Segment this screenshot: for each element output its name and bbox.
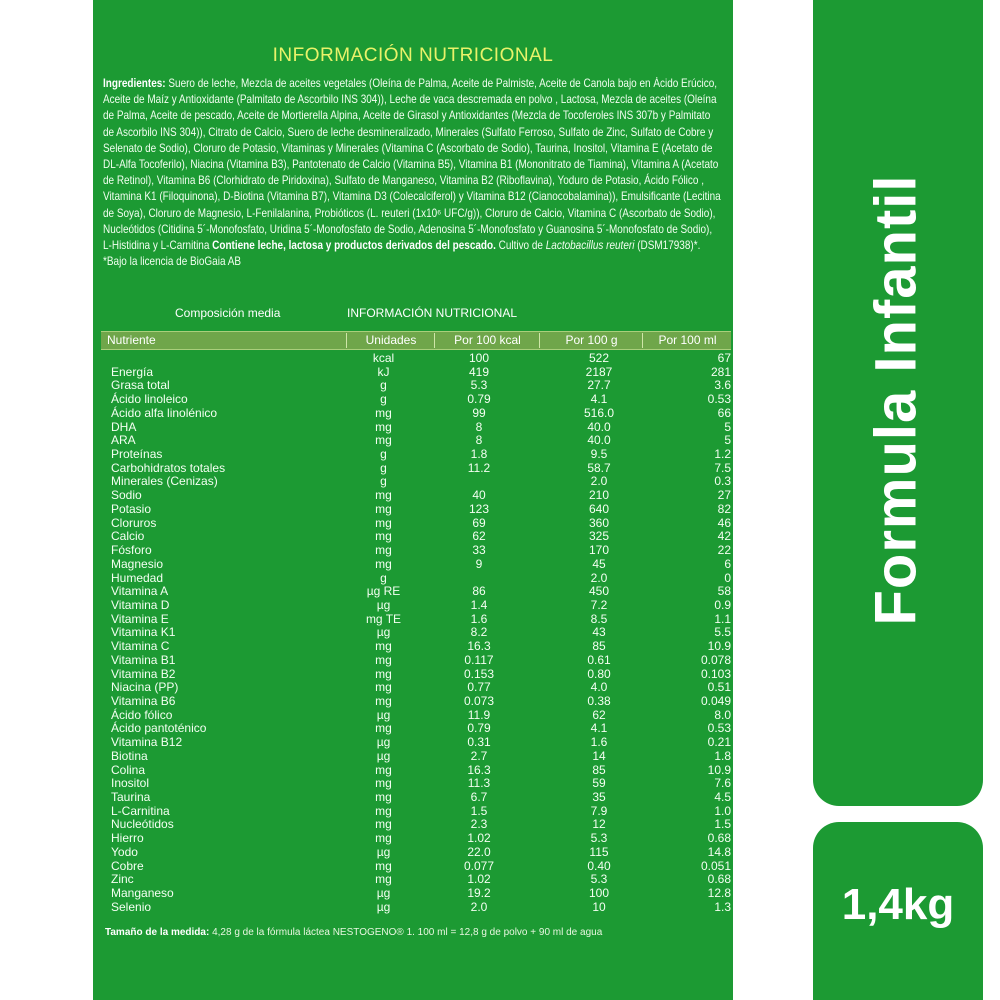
nutrient-unit: mg <box>375 721 392 736</box>
nutrient-unit: mg <box>375 652 392 667</box>
nutrient-unit: g <box>380 392 387 407</box>
value-per-100kcal: 9 <box>475 556 483 571</box>
value-per-100g: 45 <box>592 556 606 571</box>
table-row <box>101 764 731 778</box>
table-row <box>101 475 731 489</box>
nutrient-name: Manganeso <box>111 886 174 901</box>
value-per-100ml: 58 <box>717 584 731 599</box>
table-row <box>101 860 731 874</box>
table-row <box>101 681 731 695</box>
table-row <box>101 805 731 819</box>
header-per-100g: Por 100 g <box>539 333 643 348</box>
nutrition-table-body <box>101 352 731 914</box>
value-per-100kcal: 40 <box>472 488 486 503</box>
value-per-100ml: 3.6 <box>714 378 731 393</box>
table-row <box>101 613 731 627</box>
nutrient-unit: g <box>380 378 387 393</box>
table-row <box>101 585 731 599</box>
value-per-100ml: 1.0 <box>714 803 731 818</box>
value-per-100g: 4.0 <box>590 680 608 695</box>
value-per-100kcal: 2.3 <box>470 817 488 832</box>
nutrient-name: ARA <box>111 433 136 448</box>
nutrient-unit: mg <box>375 762 392 777</box>
nutrient-unit: g <box>380 447 387 462</box>
nutrient-name: Cloruros <box>111 515 157 530</box>
allergen-warning: Contiene leche, lactosa y productos derivados del pescado. <box>212 239 496 253</box>
product-type-title: Formula Infantil <box>863 174 929 626</box>
value-per-100g: 360 <box>588 515 610 530</box>
nutrient-unit: µg <box>376 748 391 763</box>
value-per-100kcal: 69 <box>472 515 486 530</box>
nutrient-name: Vitamina D <box>111 597 170 612</box>
value-per-100ml: 5.5 <box>714 625 731 640</box>
nutrient-name: Vitamina B1 <box>111 652 176 667</box>
nutrient-name: Vitamina E <box>111 611 169 626</box>
value-per-100kcal: 6.7 <box>470 790 488 804</box>
nutrient-unit: mg <box>375 556 392 571</box>
table-row <box>101 544 731 558</box>
nutrient-unit: µg <box>376 886 391 901</box>
info-label: INFORMACIÓN NUTRICIONAL <box>347 306 518 320</box>
nutrient-name: Minerales (Cenizas) <box>111 474 218 489</box>
value-per-100kcal: 5.3 <box>470 378 488 393</box>
value-per-100g: 35 <box>592 790 606 804</box>
value-per-100kcal: 1.5 <box>470 803 488 818</box>
table-row <box>101 599 731 613</box>
nutrient-unit: mg <box>375 790 392 804</box>
nutrient-unit: mg <box>375 433 392 448</box>
value-per-100kcal: 123 <box>468 501 490 516</box>
nutrient-name: Vitamina A <box>111 584 169 599</box>
nutrient-name: Inositol <box>111 776 150 791</box>
value-per-100kcal: 99 <box>472 405 486 420</box>
table-row <box>101 736 731 750</box>
nutrition-panel <box>93 0 733 1000</box>
value-per-100ml: 0.051 <box>700 858 731 873</box>
value-per-100ml: 22 <box>717 543 731 558</box>
nutrient-unit: kcal <box>372 351 395 365</box>
value-per-100g: 210 <box>588 488 610 503</box>
nutrient-name: Energía <box>111 364 154 379</box>
header-per-100ml: Por 100 ml <box>642 333 732 348</box>
value-per-100ml: 67 <box>717 351 731 365</box>
table-row <box>101 503 731 517</box>
value-per-100g: 62 <box>592 707 606 722</box>
table-row <box>101 846 731 860</box>
table-row <box>101 379 731 393</box>
value-per-100kcal: 0.077 <box>463 858 495 873</box>
value-per-100ml: 0.21 <box>707 735 731 750</box>
nutrient-name: Taurina <box>111 790 151 804</box>
value-per-100kcal: 2.0 <box>470 899 488 914</box>
license-text: (DSM17938)*. *Bajo la licencia de BioGaia AB <box>103 239 701 269</box>
table-row <box>101 434 731 448</box>
value-per-100ml: 82 <box>717 501 731 516</box>
nutrient-name: Ácido linoleico <box>111 392 188 407</box>
nutrient-name: Selenio <box>111 899 152 914</box>
nutrient-unit: µg RE <box>366 584 401 599</box>
serving-size-note <box>105 927 602 938</box>
header-nutriente: Nutriente <box>107 333 156 347</box>
table-row <box>101 654 731 668</box>
value-per-100g: 7.9 <box>590 803 608 818</box>
table-row <box>101 887 731 901</box>
nutrient-unit: kJ <box>377 364 390 379</box>
value-per-100kcal: 19.2 <box>467 886 491 901</box>
value-per-100g: 85 <box>592 762 606 777</box>
value-per-100g: 12 <box>592 817 606 832</box>
value-per-100ml: 10.9 <box>707 762 731 777</box>
nutrient-unit: mg <box>375 488 392 503</box>
nutrient-unit: mg <box>375 831 392 846</box>
value-per-100g: 40.0 <box>587 419 611 434</box>
value-per-100ml: 7.6 <box>714 776 731 791</box>
nutrient-unit: µg <box>376 625 391 640</box>
value-per-100ml: 281 <box>710 364 731 379</box>
nutrient-unit: g <box>380 570 387 585</box>
nutrient-unit: mg <box>375 529 392 544</box>
nutrient-unit: µg <box>376 707 391 722</box>
value-per-100ml: 0.68 <box>707 831 731 846</box>
value-per-100kcal: 8.2 <box>470 625 488 640</box>
value-per-100g: 9.5 <box>590 447 608 462</box>
nutrient-unit: g <box>380 474 387 489</box>
composition-label: Composición media <box>175 306 281 320</box>
value-per-100g: 0.38 <box>587 693 611 708</box>
value-per-100kcal: 1.6 <box>470 611 488 626</box>
nutrient-name: Niacina (PP) <box>111 680 179 695</box>
value-per-100ml: 5 <box>724 419 731 434</box>
value-per-100g: 1.6 <box>590 735 608 750</box>
value-per-100g: 100 <box>588 886 610 901</box>
nutrient-unit: mg <box>375 817 392 832</box>
value-per-100ml: 5 <box>724 433 731 448</box>
table-row <box>101 640 731 654</box>
value-per-100ml: 1.3 <box>714 899 731 914</box>
serving-size-text: 4,28 g de la fórmula láctea NESTOGENO® 1. 100 ml = 12,8 g de polvo + 90 ml de agua <box>209 927 603 938</box>
culture-name: Lactobacillus reuteri <box>545 239 635 253</box>
value-per-100kcal: 33 <box>472 543 486 558</box>
value-per-100g: 2187 <box>585 364 613 379</box>
nutrient-unit: mg <box>375 543 392 558</box>
value-per-100ml: 0.53 <box>707 392 731 407</box>
value-per-100ml: 1.5 <box>714 817 731 832</box>
table-row <box>101 832 731 846</box>
nutrient-name: Vitamina C <box>111 639 170 654</box>
value-per-100ml: 0.51 <box>707 680 731 695</box>
nutrient-name: Proteínas <box>111 447 163 462</box>
value-per-100ml: 1.1 <box>714 611 731 626</box>
table-row <box>101 777 731 791</box>
value-per-100ml: 8.0 <box>714 707 731 722</box>
value-per-100kcal: 0.79 <box>467 392 491 407</box>
nutrient-name: Sodio <box>111 488 142 503</box>
value-per-100g: 85 <box>592 639 606 654</box>
nutrient-name: Ácido alfa linolénico <box>111 405 218 420</box>
value-per-100g: 516.0 <box>583 405 615 420</box>
value-per-100ml: 0.68 <box>707 872 731 887</box>
nutrient-unit: mg <box>375 515 392 530</box>
value-per-100kcal: 1.02 <box>467 831 491 846</box>
value-per-100kcal: 100 <box>468 351 490 365</box>
table-row <box>101 530 731 544</box>
value-per-100g: 522 <box>588 351 610 365</box>
value-per-100kcal: 62 <box>472 529 486 544</box>
value-per-100g: 4.1 <box>590 721 608 736</box>
value-per-100g: 8.5 <box>590 611 608 626</box>
table-row <box>101 791 731 805</box>
value-per-100kcal: 22.0 <box>467 844 491 859</box>
nutrient-unit: mg <box>375 858 392 873</box>
nutrient-unit: mg <box>375 419 392 434</box>
value-per-100kcal: 8 <box>475 419 483 434</box>
product-weight: 1,4kg <box>841 880 955 929</box>
nutrient-unit: mg <box>375 405 392 420</box>
nutrient-unit: mg TE <box>365 611 402 626</box>
value-per-100g: 0.80 <box>587 666 611 681</box>
table-row <box>101 462 731 476</box>
nutrient-name: Calcio <box>111 529 145 544</box>
value-per-100ml: 1.2 <box>714 447 731 462</box>
value-per-100ml: 4.5 <box>714 790 731 804</box>
value-per-100ml: 14.8 <box>707 844 731 859</box>
value-per-100ml: 0 <box>724 570 731 585</box>
nutrient-name: Grasa total <box>111 378 170 393</box>
table-header <box>101 331 731 350</box>
value-per-100ml: 46 <box>717 515 731 530</box>
table-row <box>101 448 731 462</box>
value-per-100ml: 6 <box>724 556 731 571</box>
header-unidades: Unidades <box>346 333 435 348</box>
nutrient-unit: µg <box>376 899 391 914</box>
value-per-100g: 0.61 <box>587 652 611 667</box>
value-per-100g: 0.40 <box>587 858 611 873</box>
value-per-100kcal: 419 <box>468 364 490 379</box>
value-per-100ml: 12.8 <box>707 886 731 901</box>
table-row <box>101 722 731 736</box>
table-row <box>101 558 731 572</box>
table-row <box>101 352 731 366</box>
nutrient-name: Ácido pantoténico <box>111 721 207 736</box>
value-per-100ml: 27 <box>717 488 731 503</box>
value-per-100kcal: 0.31 <box>467 735 491 750</box>
value-per-100g: 2.0 <box>590 570 608 585</box>
nutrient-name: Hierro <box>111 831 144 846</box>
value-per-100ml: 66 <box>717 405 731 420</box>
value-per-100ml: 0.9 <box>714 597 731 612</box>
nutrient-name: Zinc <box>111 872 134 887</box>
nutrient-name: L-Carnitina <box>111 803 170 818</box>
nutrient-name: Cobre <box>111 858 144 873</box>
nutrient-unit: µg <box>376 844 391 859</box>
ingredients-text <box>103 76 722 270</box>
table-row <box>101 818 731 832</box>
nutrient-name: Colina <box>111 762 146 777</box>
value-per-100g: 10 <box>592 899 606 914</box>
value-per-100g: 2.0 <box>590 474 608 489</box>
table-row <box>101 873 731 887</box>
table-row <box>101 750 731 764</box>
value-per-100g: 27.7 <box>587 378 611 393</box>
value-per-100ml: 1.8 <box>714 748 731 763</box>
culture-text: Cultivo de <box>495 239 546 253</box>
nutrient-unit: mg <box>375 639 392 654</box>
value-per-100kcal: 16.3 <box>467 639 491 654</box>
serving-size-label: Tamaño de la medida: <box>105 927 210 938</box>
value-per-100kcal: 16.3 <box>467 762 491 777</box>
value-per-100g: 325 <box>588 529 610 544</box>
nutrient-unit: mg <box>375 803 392 818</box>
nutrient-name: Fósforo <box>111 543 152 558</box>
nutrient-name: Carbohidratos totales <box>111 460 226 475</box>
nutrient-unit: mg <box>375 872 392 887</box>
nutrient-unit: mg <box>375 776 392 791</box>
nutrient-name: Ácido fólico <box>111 707 173 722</box>
table-row <box>101 668 731 682</box>
value-per-100g: 5.3 <box>590 872 608 887</box>
value-per-100kcal: 0.77 <box>467 680 491 695</box>
value-per-100kcal: 0.79 <box>467 721 491 736</box>
value-per-100ml: 10.9 <box>707 639 731 654</box>
table-row <box>101 366 731 380</box>
value-per-100g: 43 <box>592 625 606 640</box>
table-row <box>101 407 731 421</box>
nutrient-name: Vitamina K1 <box>111 625 176 640</box>
nutrient-name: Biotina <box>111 748 148 763</box>
table-row <box>101 901 731 915</box>
value-per-100kcal: 8 <box>475 433 483 448</box>
nutrient-unit: g <box>380 460 387 475</box>
value-per-100kcal: 11.3 <box>467 776 491 791</box>
value-per-100g: 59 <box>592 776 606 791</box>
value-per-100ml: 7.5 <box>714 460 731 475</box>
nutrient-unit: mg <box>375 693 392 708</box>
nutrient-unit: mg <box>375 666 392 681</box>
table-row <box>101 421 731 435</box>
value-per-100kcal: 11.9 <box>467 707 491 722</box>
nutrient-unit: mg <box>375 501 392 516</box>
table-row <box>101 572 731 586</box>
value-per-100g: 115 <box>589 844 609 859</box>
nutrient-name: Vitamina B2 <box>111 666 176 681</box>
table-row <box>101 695 731 709</box>
value-per-100kcal: 1.8 <box>470 447 488 462</box>
value-per-100ml: 0.3 <box>714 474 731 489</box>
nutrient-name: Vitamina B12 <box>111 735 183 750</box>
value-per-100ml: 0.049 <box>700 693 731 708</box>
nutrient-unit: µg <box>376 735 391 750</box>
value-per-100g: 7.2 <box>590 597 608 612</box>
value-per-100kcal: 2.7 <box>470 748 488 763</box>
value-per-100g: 58.7 <box>587 460 611 475</box>
nutrient-name: Humedad <box>111 570 164 585</box>
value-per-100ml: 0.103 <box>700 666 731 681</box>
table-row <box>101 517 731 531</box>
ingredients-label: Ingredientes: <box>103 77 166 90</box>
value-per-100kcal: 0.153 <box>463 666 495 681</box>
value-per-100g: 170 <box>588 543 610 558</box>
value-per-100g: 450 <box>588 584 610 599</box>
value-per-100g: 640 <box>588 501 610 516</box>
table-row <box>101 626 731 640</box>
nutrient-name: Nucleótidos <box>111 817 174 832</box>
value-per-100g: 4.1 <box>590 392 608 407</box>
table-row <box>101 489 731 503</box>
ingredients-list: Suero de leche, Mezcla de aceites vegetales (Oleína de Palma, Aceite de Palmiste, Aceite de Canola bajo en Ácido Erúcico, Aceite de Maíz y Antioxidante (Palmitato de Ascorbilo INS 304)), Leche de vaca descremada en polvo , Lactosa, Mezcla de aceites (Oleína de Palma, Aceite de pescado, Aceite de Mortierella Alpina, Aceite de Girasol y Antioxidantes (Mezcla de Tocoferoles INS 307b y Palmitato de Ascorbilo INS 304)), Citrato de Calcio, Suero de leche desmineralizado, Minerales (Sulfato Ferroso, Sulfato de Zinc, Sulfato de Cobre y Selenato de Sodio), Cloruro de Potasio, Vitaminas y Minerales (Vitamina C (Ascorbato de Sodio), Taurina, Inositol, Vitamina E (Acetato de DL-Alfa Tocoferilo), Niacina (Vitamina B3), Pantotenato de Calcio (Vitamina B5), Vitamina B1 (Mononitrato de Tiamina), Vitamina A (Acetato de Retinol), Vitamina B6 (Clorhidrato de Piridoxina), Sulfato de Manganeso, Vitamina B2 (Riboflavina), Yoduro de Potasio, Ácido Fólico , Vitamina K1 (Filoquinona), D-Biotina (Vitamina B7), Vitamina D3 (Colecalciferol) y Vitamina B12 (Cianocobalamina)), Emulsificante (Lecitina de Soya), Cloruro de Magnesio, L-Fenilalanina, Probióticos (L. reuteri (1x10⁶ UFC/g)), Cloruro de Calcio, Vitamina C (Ascorbato de Sodio), Nucleótidos (Citidina 5´-Monofosfato, Uridina 5´-Monofosfato de Sodio, Adenosina 5´-Monofosfato y Guanosina 5´-Monofosfato de Sodio), L-Histidina y L-Carnitina <box>103 77 721 253</box>
nutrient-name: Potasio <box>111 501 152 516</box>
value-per-100ml: 0.53 <box>707 721 731 736</box>
header-per-100kcal: Por 100 kcal <box>434 333 540 348</box>
value-per-100kcal: 0.073 <box>463 693 495 708</box>
nutrient-name: DHA <box>111 419 137 434</box>
value-per-100g: 5.3 <box>590 831 608 846</box>
panel-title: INFORMACIÓN NUTRICIONAL <box>272 45 554 66</box>
value-per-100kcal: 11.2 <box>467 460 491 475</box>
nutrient-name: Magnesio <box>111 556 164 571</box>
nutrient-unit: µg <box>376 597 391 612</box>
value-per-100ml: 42 <box>717 529 731 544</box>
value-per-100kcal: 86 <box>472 584 486 599</box>
table-row <box>101 393 731 407</box>
value-per-100g: 14 <box>592 748 606 763</box>
value-per-100kcal: 1.02 <box>467 872 491 887</box>
nutrient-unit: mg <box>375 680 392 695</box>
value-per-100kcal: 0.117 <box>464 652 494 667</box>
value-per-100g: 40.0 <box>587 433 611 448</box>
value-per-100ml: 0.078 <box>700 652 731 667</box>
nutrient-name: Vitamina B6 <box>111 693 176 708</box>
value-per-100kcal: 1.4 <box>470 597 488 612</box>
nutrient-name: Yodo <box>111 844 138 859</box>
